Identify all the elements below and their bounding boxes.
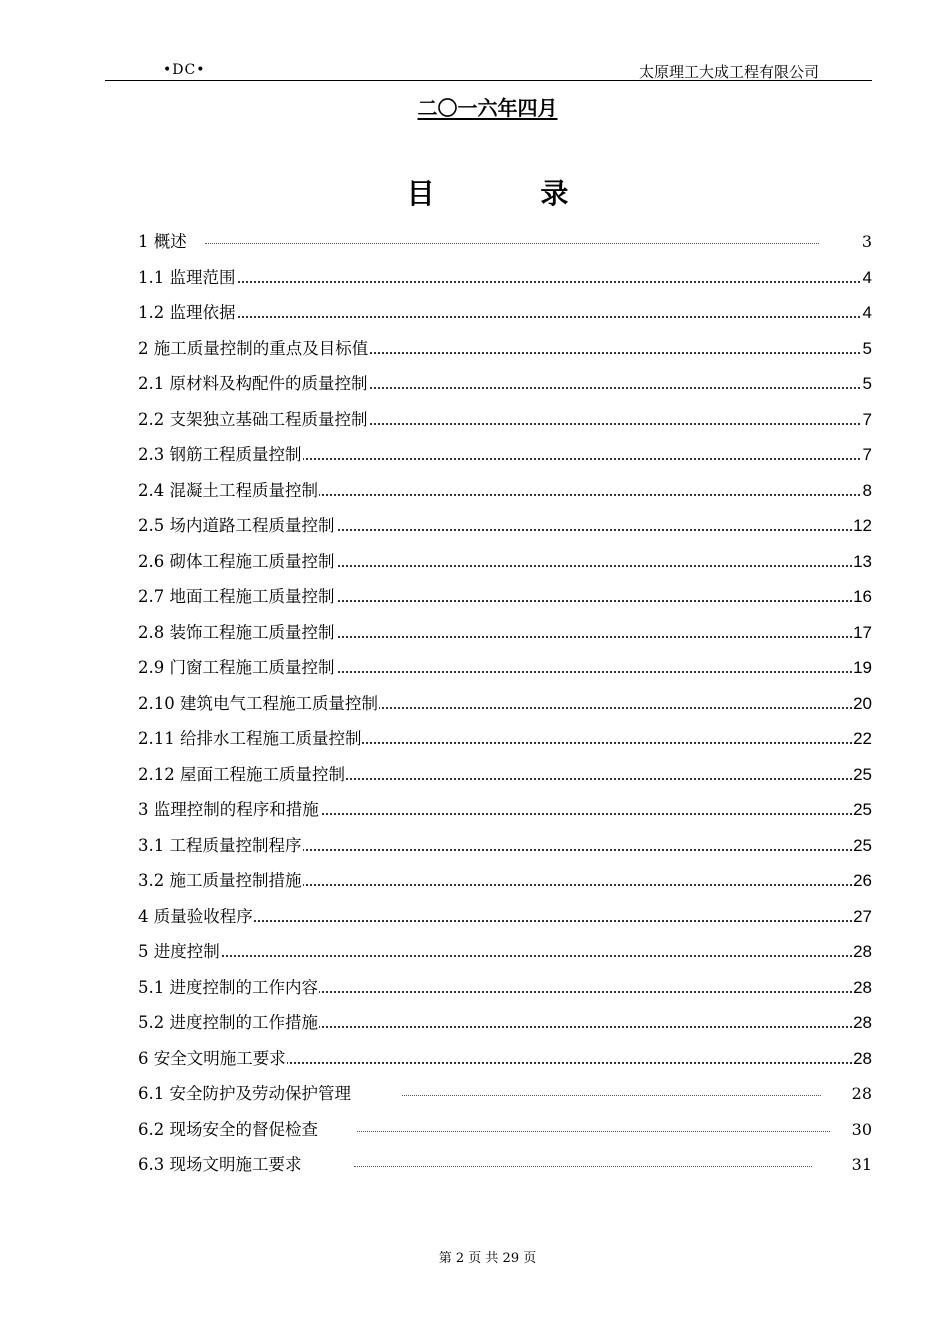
toc-entry[interactable]: [138, 1082, 872, 1106]
toc-entry-page-number: 5: [862, 337, 872, 361]
toc-entry-page-number: 25: [852, 798, 872, 822]
toc-entry-page-number: 31: [851, 1153, 872, 1177]
toc-entry-page-number: 4: [862, 301, 872, 325]
toc-entry-label: 2.1 原材料及构配件的质量控制: [138, 372, 369, 396]
toc-entry[interactable]: [138, 692, 872, 716]
toc-entry-page-number: 28: [852, 976, 872, 1000]
toc-entry-page-number: 25: [852, 763, 872, 787]
toc-leader-dots: [354, 1166, 812, 1167]
header-divider: [105, 80, 872, 81]
toc-title: 目 录: [406, 177, 617, 210]
toc-entry[interactable]: [138, 514, 872, 538]
toc-entry-page-number: 30: [851, 1118, 872, 1142]
toc-entry[interactable]: [138, 443, 872, 467]
toc-entry-page-number: 17: [852, 621, 872, 645]
toc-entry-page-number: 12: [852, 514, 872, 538]
toc-entry[interactable]: [138, 621, 872, 645]
toc-entry-page-number: 28: [852, 1011, 872, 1035]
toc-entry-label: 2.9 门窗工程施工质量控制: [138, 656, 336, 680]
toc-entry[interactable]: [138, 230, 872, 254]
toc-entry-label: 2.6 砌体工程施工质量控制: [138, 550, 336, 574]
toc-entry[interactable]: [138, 1153, 872, 1177]
toc-entry-page-number: 7: [862, 408, 872, 432]
toc-entry-label: 2.4 混凝土工程质量控制: [138, 479, 319, 503]
toc-entry[interactable]: [138, 798, 872, 822]
toc-entry[interactable]: [138, 408, 872, 432]
toc-entry-label: 2.11 给排水工程施工质量控制: [138, 727, 362, 751]
toc-entry-page-number: 22: [852, 727, 872, 751]
toc-entry-label: 3.1 工程质量控制程序: [138, 834, 303, 858]
toc-leader-dots: [138, 316, 872, 318]
toc-entry-label: 6 安全文明施工要求: [138, 1047, 287, 1071]
toc-entry[interactable]: [138, 479, 872, 503]
toc-entry[interactable]: [138, 266, 872, 290]
header-company-name: 太原理工大成工程有限公司: [638, 63, 819, 81]
toc-entry-label: 2.12 屋面工程施工质量控制: [138, 763, 346, 787]
toc-entry[interactable]: [138, 940, 872, 964]
toc-entry-label: 4 质量验收程序: [138, 905, 254, 929]
toc-entry[interactable]: [138, 1047, 872, 1071]
document-date: 二〇一六年四月: [417, 96, 558, 120]
toc-entry-label: 2.7 地面工程施工质量控制: [138, 585, 336, 609]
toc-entry-label: 2.5 场内道路工程质量控制: [138, 514, 336, 538]
toc-entry[interactable]: [138, 585, 872, 609]
toc-entry-page-number: 28: [851, 1082, 872, 1106]
toc-entry[interactable]: [138, 656, 872, 680]
toc-entry-page-number: 28: [852, 940, 872, 964]
toc-entry-label: 1.2 监理依据: [138, 301, 237, 325]
toc-entry[interactable]: [138, 1011, 872, 1035]
toc-entry-label: 2.2 支架独立基础工程质量控制: [138, 408, 369, 432]
toc-entry-label: 3 监理控制的程序和措施: [138, 798, 320, 822]
toc-entry-page-number: 25: [852, 834, 872, 858]
toc-entry-page-number: 27: [852, 905, 872, 929]
toc-entry[interactable]: [138, 301, 872, 325]
toc-leader-dots: [138, 955, 872, 957]
toc-leader-dots: [402, 1095, 821, 1096]
toc-entry[interactable]: [138, 834, 872, 858]
page-footer: 第 2 页 共 29 页: [438, 1251, 537, 1266]
toc-entry[interactable]: [138, 763, 872, 787]
toc-entry-label: 2.8 装饰工程施工质量控制: [138, 621, 336, 645]
toc-entry-label: 2.10 建筑电气工程施工质量控制: [138, 692, 379, 716]
header-left-mark: •DC•: [163, 62, 206, 78]
toc-entry-page-number: 13: [852, 550, 872, 574]
toc-entry-label: 5.2 进度控制的工作措施: [138, 1011, 319, 1035]
toc-entry-label: 1.1 监理范围: [138, 266, 237, 290]
toc-entry[interactable]: [138, 905, 872, 929]
toc-entry-label: 2 施工质量控制的重点及目标值: [138, 337, 369, 361]
toc-entry-label: 5.1 进度控制的工作内容: [138, 976, 319, 1000]
toc-leader-dots: [138, 281, 872, 283]
toc-entry-page-number: 16: [852, 585, 872, 609]
toc-entry[interactable]: [138, 550, 872, 574]
toc-entry-label: 3.2 施工质量控制措施: [138, 869, 303, 893]
toc-entry-page-number: 5: [862, 372, 872, 396]
toc-entry-page-number: 19: [852, 656, 872, 680]
toc-entry-page-number: 26: [852, 869, 872, 893]
toc-entry[interactable]: [138, 1118, 872, 1142]
toc-entry[interactable]: [138, 337, 872, 361]
toc-entry[interactable]: [138, 869, 872, 893]
toc-entry-label: 6.3 现场文明施工要求: [138, 1153, 303, 1177]
toc-entry-label: 2.3 钢筋工程质量控制: [138, 443, 303, 467]
toc-entry-page-number: 28: [852, 1047, 872, 1071]
toc-leader-dots: [357, 1131, 830, 1132]
toc-entry-page-number: 4: [862, 266, 872, 290]
toc-entry-page-number: 20: [852, 692, 872, 716]
toc-leader-dots: [205, 243, 819, 244]
toc-entry[interactable]: [138, 976, 872, 1000]
toc-entry-label: 5 进度控制: [138, 940, 221, 964]
toc-entry-page-number: 8: [862, 479, 872, 503]
toc-entry-page-number: 3: [861, 230, 872, 254]
toc-entry[interactable]: [138, 372, 872, 396]
toc-entry-label: 6.2 现场安全的督促检查: [138, 1118, 319, 1142]
toc-entry-label: 1 概述: [138, 230, 188, 254]
toc-entry-page-number: 7: [862, 443, 872, 467]
toc-entry[interactable]: [138, 727, 872, 751]
toc-entry-label: 6.1 安全防护及劳动保护管理: [138, 1082, 352, 1106]
